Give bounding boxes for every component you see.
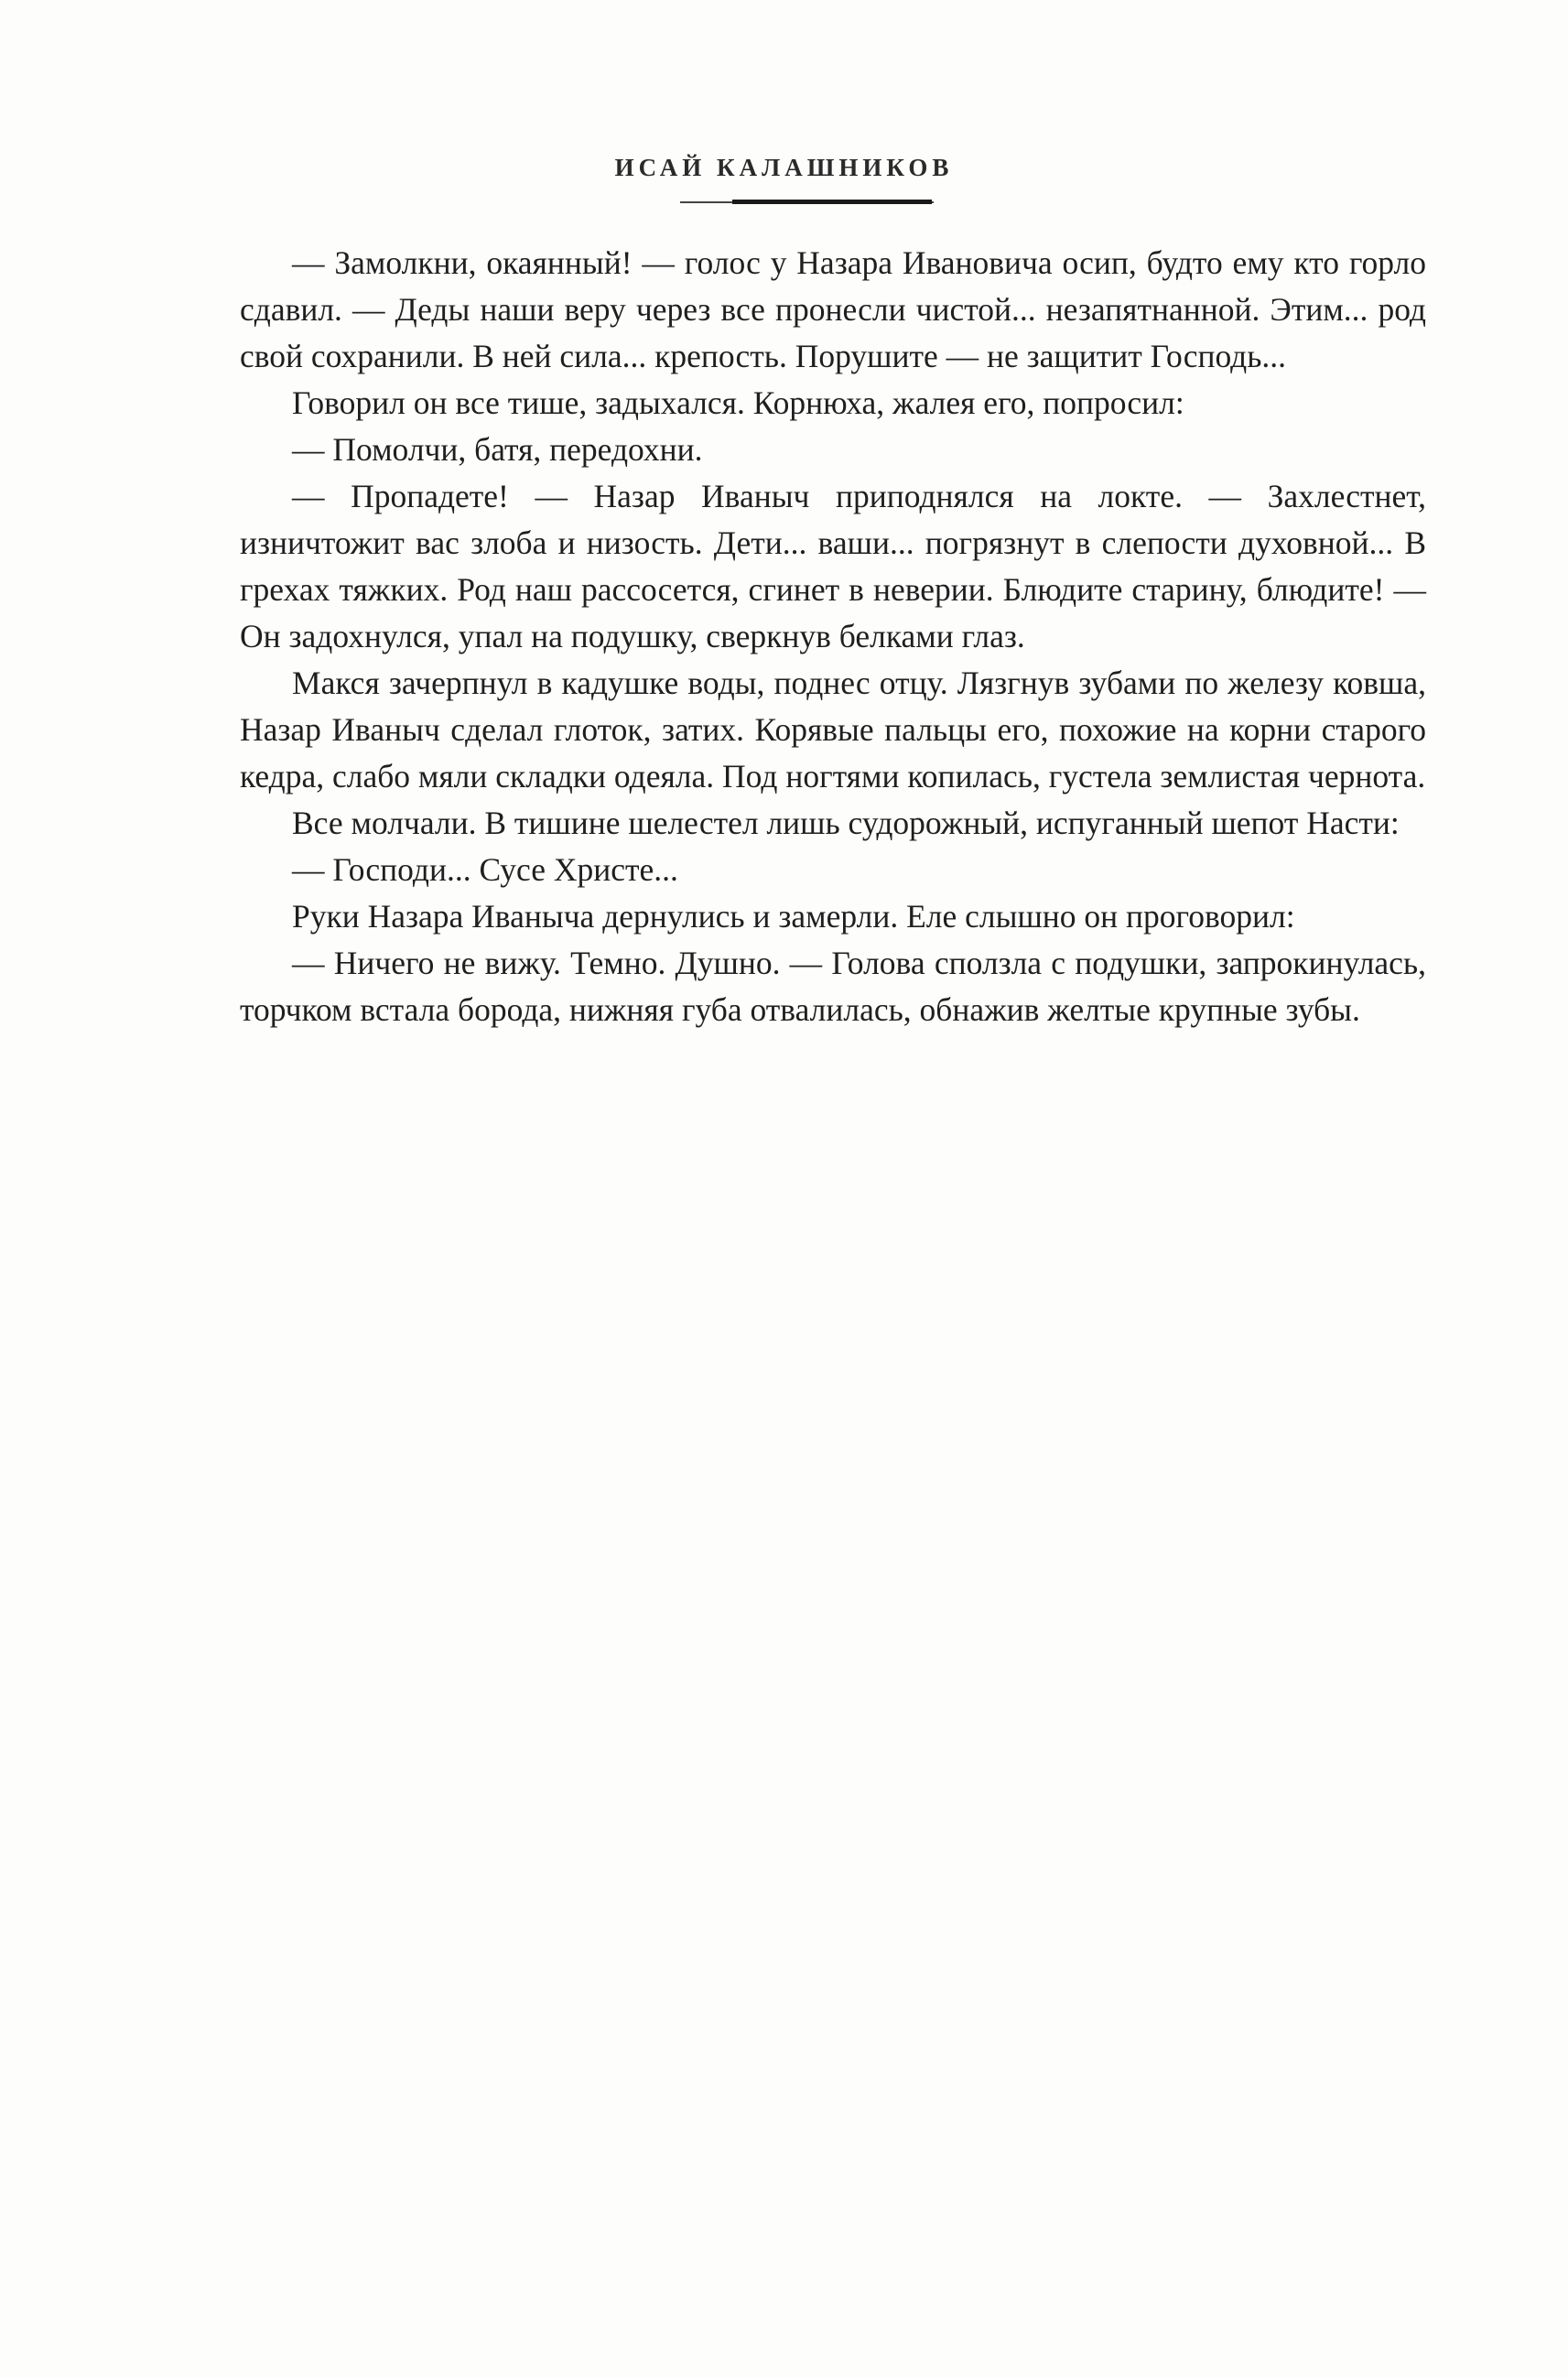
paragraph: Макся зачерпнул в кадушке воды, поднес отцу. Лязгнув зубами по железу ковша, Назар Иваныч сделал глоток, затих. Корявые пальцы его, похожие на корни старого кедра, слабо мяли складки одеяла. Под ногтями копилась, густела землистая чернота.: [240, 665, 1426, 794]
paragraph: — Ничего не вижу. Темно. Душно. — Голова сползла с подушки, запрокинулась, торчком встала борода, нижняя губа отвалилась, обнажив желтые крупные зубы.: [240, 945, 1426, 1028]
paragraph: — Пропадете! — Назар Иваныч приподнялся на локте. — Захлестнет, изничтожит вас злоба и низость. Дети... ваши... погрязнут в слепости духовной... В грехах тяжких. Род наш рассосется, сгинет в неверии. Блюдите старину, блюдите! — Он задохнулся, упал на подушку, сверкнув белками глаз.: [240, 478, 1426, 654]
paragraph: Все молчали. В тишине шелестел лишь судорожный, испуганный шепот Насти:: [292, 805, 1400, 841]
body-text: [240, 240, 1426, 1033]
paragraph: Руки Назара Иваныча дернулись и замерли. Еле слышно он проговорил:: [292, 898, 1295, 935]
running-head-rule-accent: [732, 200, 932, 204]
paragraph: Говорил он все тише, задыхался. Корнюха, жалея его, попросил:: [292, 384, 1184, 421]
paragraph: — Господи... Сусе Христе...: [292, 851, 678, 888]
paragraph: — Помолчи, батя, передохни.: [292, 431, 703, 468]
paragraph: — Замолкни, окаянный! — голос у Назара Ивановича осип, будто ему кто горло сдавил. — Деды наши веру через все пронесли чистой... незапятнанной. Этим... род свой сохранили. В ней сила... крепость. Порушите — не защитит Господь...: [240, 244, 1426, 374]
running-head: ИСАЙ КАЛАШНИКОВ: [614, 154, 954, 181]
